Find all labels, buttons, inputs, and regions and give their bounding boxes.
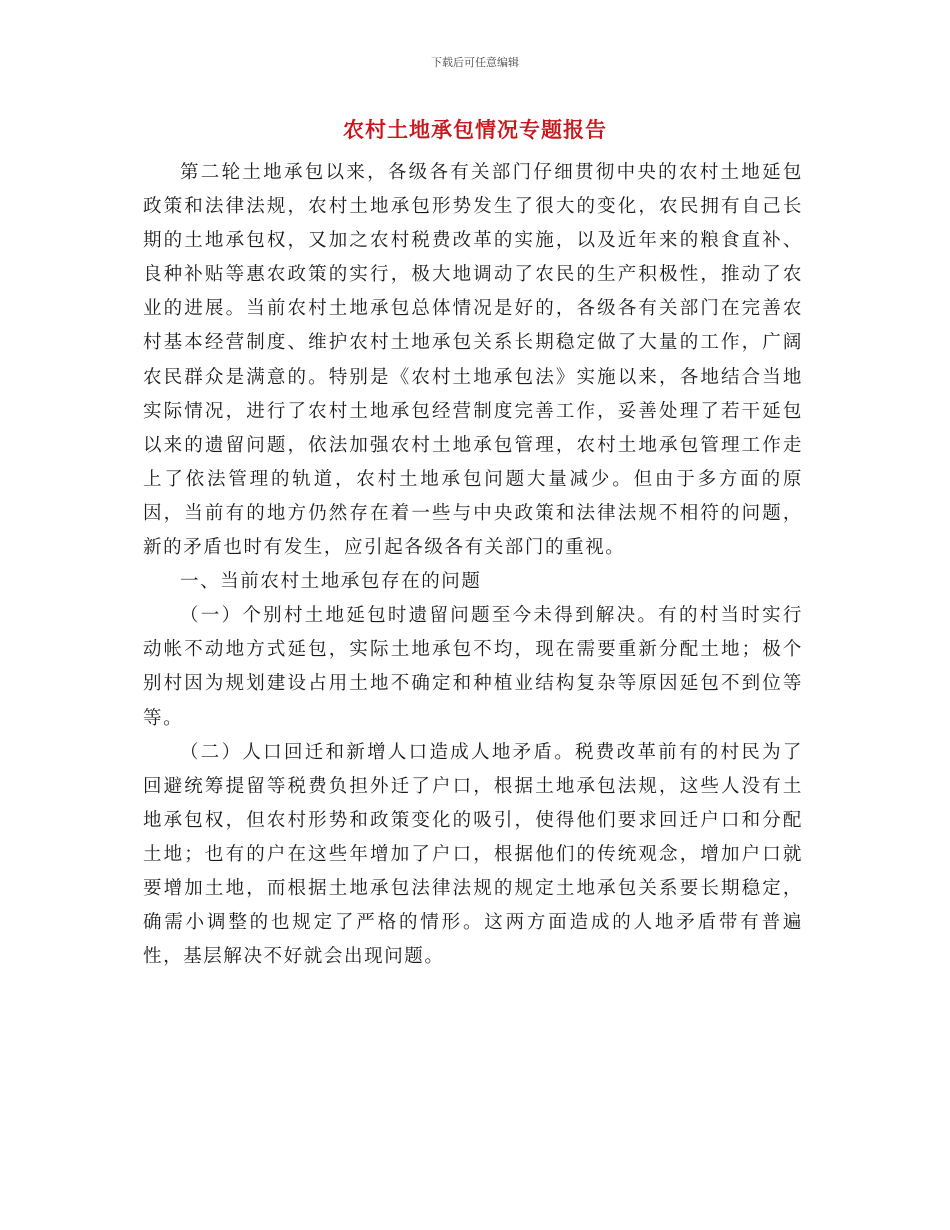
header-note: 下载后可任意编辑 [431,56,519,69]
section-heading: 一、当前农村土地承包存在的问题 [180,571,482,593]
document-title: 农村土地承包情况专题报告 [343,118,607,142]
document-body [143,156,803,974]
paragraph-issue-2: （二）人口回迁和新增人口造成人地矛盾。税费改革前有的村民为了回避统筹提留等税费负担外迁了户口，根据土地承包法规，这些人没有土地承包权，但农村形势和政策变化的吸引，使得他们要求回迁户口和分配土地；也有的户在这些年增加了户口，根据他们的传统观念，增加户口就要增加土地，而根据土地承包法律法规的规定土地承包关系要长期稳定，确需小调整的也规定了严格的情形。这两方面造成的人地矛盾带有普遍性，基层解决不好就会出现问题。 [143,741,803,968]
paragraph-intro: 第二轮土地承包以来，各级各有关部门仔细贯彻中央的农村土地延包政策和法律法规，农村土地承包形势发生了很大的变化，农民拥有自己长期的土地承包权，又加之农村税费改革的实施，以及近年来的粮食直补、良种补贴等惠农政策的实行，极大地调动了农民的生产积极性，推动了农业的进展。当前农村土地承包总体情况是好的，各级各有关部门在完善农村基本经营制度、维护农村土地承包关系长期稳定做了大量的工作，广阔农民群众是满意的。特别是《农村土地承包法》实施以来，各地结合当地实际情况，进行了农村土地承包经营制度完善工作，妥善处理了若干延包以来的遗留问题，依法加强农村土地承包管理，农村土地承包管理工作走上了依法管理的轨道，农村土地承包问题大量减少。但由于多方面的原因，当前有的地方仍然存在着一些与中央政策和法律法规不相符的问题，新的矛盾也时有发生，应引起各级各有关部门的重视。 [143,162,803,559]
paragraph-issue-1: （一）个别村土地延包时遗留问题至今未得到解决。有的村当时实行动帐不动地方式延包，实际土地承包不均，现在需要重新分配土地；极个别村因为规划建设占用土地不确定和种植业结构复杂等原因延包不到位等等。 [143,605,803,729]
